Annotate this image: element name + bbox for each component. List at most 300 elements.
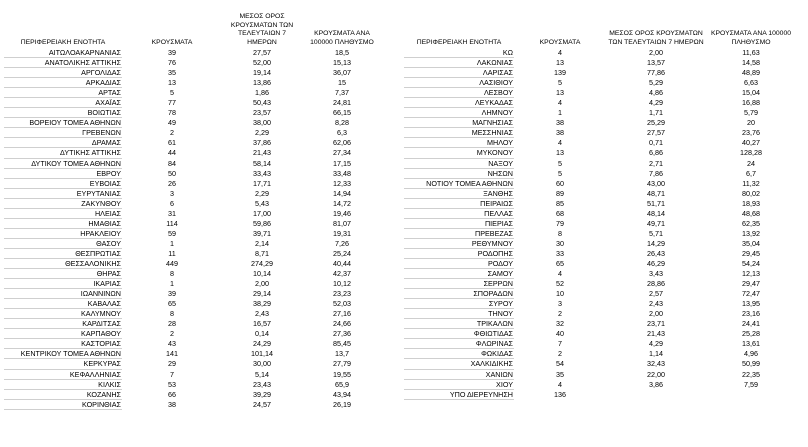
table-row <box>4 208 382 218</box>
cell-per100k: 81,07 <box>333 218 351 228</box>
header-per100k: ΚΡΟΥΣΜΑΤΑ ΑΝΑ 100000 ΠΛΗΘΥΣΜΟ <box>710 30 792 46</box>
cell-per100k: 26,19 <box>333 399 351 409</box>
cell-per100k: 27,36 <box>333 329 351 339</box>
left-cases-table <box>4 13 382 410</box>
cell-area: ΝΑΞΟΥ <box>404 158 514 168</box>
cell-area: ΑΡΚΑΔΙΑΣ <box>4 78 122 88</box>
cell-per100k: 25,28 <box>742 329 760 339</box>
cell-cases: 35 <box>556 369 564 379</box>
cell-per100k: 7,37 <box>335 88 349 98</box>
right-cases-table <box>404 13 796 400</box>
cell-avg7: 46,29 <box>647 258 665 268</box>
cell-cases: 2 <box>558 309 562 319</box>
cell-avg7: 27,57 <box>253 48 271 58</box>
cell-per100k: 15,04 <box>742 88 760 98</box>
table-row <box>404 258 796 268</box>
table-row <box>4 269 382 279</box>
cell-area: ΘΕΣΣΑΛΟΝΙΚΗΣ <box>4 258 122 268</box>
table-row <box>404 218 796 228</box>
cell-area: ΗΛΕΙΑΣ <box>4 208 122 218</box>
cell-per100k: 66,15 <box>333 108 351 118</box>
cell-avg7: 0,71 <box>649 138 663 148</box>
cell-per100k: 15,13 <box>333 58 351 68</box>
cell-cases: 136 <box>554 389 566 399</box>
cell-per100k: 23,23 <box>333 289 351 299</box>
table-row <box>404 379 796 389</box>
cell-per100k: 40,27 <box>742 138 760 148</box>
cell-per100k: 128,28 <box>740 148 762 158</box>
cell-cases: 7 <box>558 339 562 349</box>
table-row <box>4 339 382 349</box>
cell-area: ΚΑΡΔΙΤΣΑΣ <box>4 319 122 329</box>
table-row <box>404 329 796 339</box>
header-avg7: ΜΕΣΟΣ ΟΡΟΣ ΚΡΟΥΣΜΑΤΩΝ ΤΩΝ ΤΕΛΕΥΤΑΙΩΝ 7 ΗΜΕΡΩΝ <box>230 13 294 46</box>
cell-avg7: 6,86 <box>649 148 663 158</box>
cell-area: ΙΚΑΡΙΑΣ <box>4 279 122 289</box>
table-row <box>404 208 796 218</box>
cell-area: ΜΑΓΝΗΣΙΑΣ <box>404 118 514 128</box>
cell-area: ΜΥΚΟΝΟΥ <box>404 148 514 158</box>
cell-avg7: 3,43 <box>649 269 663 279</box>
cell-area: ΤΡΙΚΑΛΩΝ <box>404 319 514 329</box>
cell-avg7: 21,43 <box>647 329 665 339</box>
cell-cases: 5 <box>170 88 174 98</box>
cell-area: ΒΟΙΩΤΙΑΣ <box>4 108 122 118</box>
table-row <box>404 319 796 329</box>
table-row <box>4 138 382 148</box>
cell-area: ΚΩ <box>404 48 514 58</box>
cell-cases: 8 <box>170 309 174 319</box>
table-row <box>404 238 796 248</box>
cell-area: ΗΡΑΚΛΕΙΟΥ <box>4 228 122 238</box>
table-row <box>404 359 796 369</box>
cell-cases: 38 <box>168 399 176 409</box>
table-row <box>4 319 382 329</box>
cell-avg7: 2,57 <box>649 289 663 299</box>
cell-per100k: 14,72 <box>333 198 351 208</box>
cell-area: ΔΥΤΙΚΟΥ ΤΟΜΕΑ ΑΘΗΝΩΝ <box>4 158 122 168</box>
cell-avg7: 8,71 <box>255 248 269 258</box>
cell-avg7: 2,43 <box>255 309 269 319</box>
cell-area: ΘΑΣΟΥ <box>4 238 122 248</box>
cell-per100k: 7,59 <box>744 379 758 389</box>
cell-cases: 33 <box>556 248 564 258</box>
cell-per100k: 23,16 <box>742 309 760 319</box>
cell-avg7: 3,86 <box>649 379 663 389</box>
cell-area: ΡΟΔΟΥ <box>404 258 514 268</box>
cell-avg7: 0,14 <box>255 329 269 339</box>
table-row <box>404 98 796 108</box>
cell-per100k: 40,44 <box>333 258 351 268</box>
cell-per100k: 6,3 <box>337 128 347 138</box>
cell-area: ΔΡΑΜΑΣ <box>4 138 122 148</box>
cell-area: ΓΡΕΒΕΝΩΝ <box>4 128 122 138</box>
cell-cases: 139 <box>554 68 566 78</box>
cell-cases: 39 <box>168 48 176 58</box>
cell-area: ΦΘΙΩΤΙΔΑΣ <box>404 329 514 339</box>
table-row <box>4 148 382 158</box>
table-row <box>4 389 382 399</box>
cell-cases: 141 <box>166 349 178 359</box>
cell-avg7: 23,71 <box>647 319 665 329</box>
cell-area: ΤΗΝΟΥ <box>404 309 514 319</box>
table-row <box>4 78 382 88</box>
cell-per100k: 43,94 <box>333 389 351 399</box>
table-row <box>4 289 382 299</box>
cell-cases: 66 <box>168 389 176 399</box>
cell-cases: 13 <box>556 58 564 68</box>
cell-cases: 30 <box>556 238 564 248</box>
cell-area: ΔΥΤΙΚΗΣ ΑΤΤΙΚΗΣ <box>4 148 122 158</box>
table-row <box>4 248 382 258</box>
cell-area: ΧΑΛΚΙΔΙΚΗΣ <box>404 359 514 369</box>
cell-area: ΚΑΡΠΑΘΟΥ <box>4 329 122 339</box>
table-row <box>4 58 382 68</box>
cell-cases: 2 <box>558 349 562 359</box>
table-row <box>4 238 382 248</box>
cell-cases: 4 <box>558 269 562 279</box>
cell-avg7: 25,29 <box>647 118 665 128</box>
cell-avg7: 30,00 <box>253 359 271 369</box>
table-row <box>4 118 382 128</box>
table-row <box>4 309 382 319</box>
cell-avg7: 2,00 <box>649 48 663 58</box>
cell-cases: 68 <box>556 208 564 218</box>
cell-area: ΑΝΑΤΟΛΙΚΗΣ ΑΤΤΙΚΗΣ <box>4 58 122 68</box>
cell-avg7: 7,86 <box>649 168 663 178</box>
cell-avg7: 49,71 <box>647 218 665 228</box>
cell-per100k: 29,45 <box>742 248 760 258</box>
cell-area: ΠΕΙΡΑΙΩΣ <box>404 198 514 208</box>
table-row <box>404 178 796 188</box>
cell-avg7: 22,00 <box>647 369 665 379</box>
cell-area: ΑΧΑΪΑΣ <box>4 98 122 108</box>
cell-per100k: 14,94 <box>333 188 351 198</box>
table-row <box>404 248 796 258</box>
cell-avg7: 50,43 <box>253 98 271 108</box>
cell-cases: 4 <box>558 48 562 58</box>
cell-per100k: 8,28 <box>335 118 349 128</box>
cell-per100k: 29,47 <box>742 279 760 289</box>
cell-area: ΕΥΡΥΤΑΝΙΑΣ <box>4 188 122 198</box>
cell-avg7: 39,71 <box>253 228 271 238</box>
cell-per100k: 50,99 <box>742 359 760 369</box>
cell-cases: 8 <box>558 228 562 238</box>
cell-area: ΚΑΣΤΟΡΙΑΣ <box>4 339 122 349</box>
table-row <box>404 158 796 168</box>
cell-per100k: 80,02 <box>742 188 760 198</box>
cell-area: ΠΡΕΒΕΖΑΣ <box>404 228 514 238</box>
cell-avg7: 59,86 <box>253 218 271 228</box>
cell-cases: 5 <box>558 158 562 168</box>
table-row <box>404 198 796 208</box>
cell-area: ΧΙΟΥ <box>404 379 514 389</box>
cell-area: ΑΙΤΩΛΟΑΚΑΡΝΑΝΙΑΣ <box>4 48 122 58</box>
cell-avg7 <box>606 389 706 399</box>
cell-area: ΘΗΡΑΣ <box>4 269 122 279</box>
cell-avg7: 10,14 <box>253 269 271 279</box>
table-row <box>404 108 796 118</box>
cell-avg7: 1,71 <box>649 108 663 118</box>
cell-per100k: 15 <box>338 78 346 88</box>
cell-avg7: 33,43 <box>253 168 271 178</box>
cell-per100k: 25,24 <box>333 248 351 258</box>
cell-area: ΛΕΣΒΟΥ <box>404 88 514 98</box>
cell-cases: 49 <box>168 118 176 128</box>
cell-area: ΞΑΝΘΗΣ <box>404 188 514 198</box>
cell-per100k: 27,34 <box>333 148 351 158</box>
table-row <box>4 88 382 98</box>
cell-avg7: 2,71 <box>649 158 663 168</box>
cell-area: ΚΕΡΚΥΡΑΣ <box>4 359 122 369</box>
cell-per100k: 10,12 <box>333 279 351 289</box>
cell-area: ΠΙΕΡΙΑΣ <box>404 218 514 228</box>
cell-per100k: 72,47 <box>742 289 760 299</box>
cell-avg7: 27,57 <box>647 128 665 138</box>
cell-avg7: 26,43 <box>647 248 665 258</box>
cell-avg7: 48,71 <box>647 188 665 198</box>
cell-avg7: 13,57 <box>647 58 665 68</box>
cell-cases: 114 <box>166 218 178 228</box>
cell-per100k: 12,13 <box>742 269 760 279</box>
cell-cases: 89 <box>556 188 564 198</box>
table-row <box>404 299 796 309</box>
cell-area: ΚΟΡΙΝΘΙΑΣ <box>4 399 122 409</box>
cell-avg7: 24,29 <box>253 339 271 349</box>
cell-avg7: 32,43 <box>647 359 665 369</box>
table-row <box>404 88 796 98</box>
cell-area: ΒΟΡΕΙΟΥ ΤΟΜΕΑ ΑΘΗΝΩΝ <box>4 118 122 128</box>
table-row <box>404 148 796 158</box>
cell-cases: 26 <box>168 178 176 188</box>
cell-avg7: 2,43 <box>649 299 663 309</box>
cell-avg7: 43,00 <box>647 178 665 188</box>
cell-per100k: 85,45 <box>333 339 351 349</box>
table-row <box>404 58 796 68</box>
cell-cases: 52 <box>556 279 564 289</box>
cell-area: ΛΕΥΚΑΔΑΣ <box>404 98 514 108</box>
cell-per100k: 24,41 <box>742 319 760 329</box>
cell-cases: 59 <box>168 228 176 238</box>
cell-per100k: 6,63 <box>744 78 758 88</box>
header-avg7: ΜΕΣΟΣ ΟΡΟΣ ΚΡΟΥΣΜΑΤΩΝ ΤΩΝ ΤΕΛΕΥΤΑΙΩΝ 7 ΗΜΕΡΩΝ <box>608 30 704 46</box>
cell-area: ΛΑΚΩΝΙΑΣ <box>404 58 514 68</box>
cell-area: ΕΒΡΟΥ <box>4 168 122 178</box>
table-row <box>4 128 382 138</box>
cell-cases: 61 <box>168 138 176 148</box>
cell-cases: 8 <box>170 269 174 279</box>
cell-area: ΚΕΦΑΛΛΗΝΙΑΣ <box>4 369 122 379</box>
table-row <box>404 279 796 289</box>
cell-per100k: 16,88 <box>742 98 760 108</box>
cell-per100k <box>706 389 796 399</box>
cell-avg7: 2,29 <box>255 128 269 138</box>
cell-per100k: 48,68 <box>742 208 760 218</box>
table-row <box>404 168 796 178</box>
cell-area: ΚΑΛΥΜΝΟΥ <box>4 309 122 319</box>
table-row <box>4 399 382 409</box>
table-row <box>4 379 382 389</box>
cell-cases: 65 <box>556 258 564 268</box>
header-cases: ΚΡΟΥΣΜΑΤΑ <box>151 38 193 46</box>
cell-per100k: 11,32 <box>742 178 760 188</box>
cell-avg7: 5,14 <box>255 369 269 379</box>
cell-area: ΣΠΟΡΑΔΩΝ <box>404 289 514 299</box>
cell-area: ΝΗΣΩΝ <box>404 168 514 178</box>
cell-area: ΛΑΡΙΣΑΣ <box>404 68 514 78</box>
cell-cases: 4 <box>558 98 562 108</box>
table-row <box>4 198 382 208</box>
cell-cases: 79 <box>556 218 564 228</box>
cell-per100k: 11,63 <box>742 48 760 58</box>
cell-cases: 4 <box>558 379 562 389</box>
table-row <box>404 118 796 128</box>
cell-avg7: 24,57 <box>253 399 271 409</box>
cell-area: ΑΡΓΟΛΙΔΑΣ <box>4 68 122 78</box>
table-row <box>4 369 382 379</box>
cell-per100k: 24,81 <box>333 98 351 108</box>
cell-avg7: 52,00 <box>253 58 271 68</box>
cell-avg7: 23,43 <box>253 379 271 389</box>
cell-avg7: 2,29 <box>255 188 269 198</box>
cell-cases: 35 <box>168 68 176 78</box>
cell-cases: 76 <box>168 58 176 68</box>
table-row <box>404 309 796 319</box>
cell-avg7: 38,00 <box>253 118 271 128</box>
cell-area: ΚΙΛΚΙΣ <box>4 379 122 389</box>
cell-avg7: 16,57 <box>253 319 271 329</box>
cell-avg7: 13,86 <box>253 78 271 88</box>
cell-avg7: 5,43 <box>255 198 269 208</box>
cell-cases: 29 <box>168 359 176 369</box>
cell-per100k: 52,03 <box>333 299 351 309</box>
cell-cases: 1 <box>170 279 174 289</box>
cell-cases: 10 <box>556 289 564 299</box>
cell-per100k: 48,89 <box>742 68 760 78</box>
cell-per100k: 23,76 <box>742 128 760 138</box>
table-row <box>4 218 382 228</box>
table-row <box>404 289 796 299</box>
cell-per100k: 12,33 <box>333 178 351 188</box>
cell-cases: 28 <box>168 319 176 329</box>
cell-per100k: 42,37 <box>333 269 351 279</box>
cell-cases: 77 <box>168 98 176 108</box>
cell-cases: 4 <box>558 138 562 148</box>
cell-per100k: 19,31 <box>333 228 351 238</box>
cell-per100k: 13,95 <box>742 299 760 309</box>
cell-per100k: 18,93 <box>742 198 760 208</box>
cell-per100k: 13,61 <box>742 339 760 349</box>
left-table-body <box>4 48 382 409</box>
table-row <box>404 138 796 148</box>
cell-avg7: 2,00 <box>649 309 663 319</box>
table-row <box>4 228 382 238</box>
cell-cases: 449 <box>166 258 178 268</box>
cell-cases: 60 <box>556 178 564 188</box>
cell-cases: 2 <box>170 128 174 138</box>
cell-per100k: 22,35 <box>742 369 760 379</box>
table-row <box>4 299 382 309</box>
cell-area: ΛΑΣΙΘΙΟΥ <box>404 78 514 88</box>
cell-area: ΛΗΜΝΟΥ <box>404 108 514 118</box>
cell-per100k: 19,55 <box>333 369 351 379</box>
cell-avg7: 2,14 <box>255 238 269 248</box>
cell-avg7: 5,71 <box>649 228 663 238</box>
cell-avg7: 39,29 <box>253 389 271 399</box>
cell-area: ΣΥΡΟΥ <box>404 299 514 309</box>
cell-avg7: 1,14 <box>649 349 663 359</box>
cell-cases: 53 <box>168 379 176 389</box>
cell-per100k: 13,7 <box>335 349 349 359</box>
left-header-row <box>4 13 382 48</box>
cell-cases: 13 <box>168 78 176 88</box>
cell-avg7: 28,86 <box>647 279 665 289</box>
cell-per100k: 4,96 <box>744 349 758 359</box>
cell-cases: 11 <box>168 248 176 258</box>
cell-cases: 40 <box>556 329 564 339</box>
cell-per100k: 35,04 <box>742 238 760 248</box>
table-row <box>4 178 382 188</box>
cell-area: ΚΑΒΑΛΑΣ <box>4 299 122 309</box>
header-per100k: ΚΡΟΥΣΜΑΤΑ ΑΝΑ 100000 ΠΛΗΘΥΣΜΟ <box>310 30 374 46</box>
right-header-row <box>404 13 796 48</box>
cell-per100k: 14,58 <box>742 58 760 68</box>
cell-area: ΝΟΤΙΟΥ ΤΟΜΕΑ ΑΘΗΝΩΝ <box>404 178 514 188</box>
cell-per100k: 24,66 <box>333 319 351 329</box>
cell-per100k: 5,79 <box>744 108 758 118</box>
cell-cases: 38 <box>556 118 564 128</box>
right-table-body <box>404 48 796 399</box>
table-row <box>4 329 382 339</box>
cell-per100k: 62,35 <box>742 218 760 228</box>
cell-cases: 38 <box>556 128 564 138</box>
cell-area: ΣΑΜΟΥ <box>404 269 514 279</box>
table-row <box>4 108 382 118</box>
cell-avg7: 274,29 <box>251 258 273 268</box>
table-row <box>4 158 382 168</box>
table-row <box>404 78 796 88</box>
cell-area: ΦΛΩΡΙΝΑΣ <box>404 339 514 349</box>
cell-area: ΜΕΣΣΗΝΙΑΣ <box>404 128 514 138</box>
cell-per100k: 36,07 <box>333 68 351 78</box>
cell-cases: 31 <box>168 208 176 218</box>
cell-cases: 32 <box>556 319 564 329</box>
table-row <box>4 48 382 58</box>
cell-per100k: 19,46 <box>333 208 351 218</box>
table-row <box>404 269 796 279</box>
cell-per100k: 62,06 <box>333 138 351 148</box>
cell-cases: 5 <box>558 168 562 178</box>
cell-per100k: 54,24 <box>742 258 760 268</box>
cell-cases: 78 <box>168 108 176 118</box>
cell-area: ΣΕΡΡΩΝ <box>404 279 514 289</box>
cell-cases: 1 <box>170 238 174 248</box>
table-row <box>4 188 382 198</box>
cell-avg7: 17,00 <box>253 208 271 218</box>
table-row <box>404 389 796 399</box>
cell-avg7: 4,29 <box>649 339 663 349</box>
cell-area: ΠΕΛΛΑΣ <box>404 208 514 218</box>
cell-area: ΜΗΛΟΥ <box>404 138 514 148</box>
cell-cases: 50 <box>168 168 176 178</box>
cell-avg7: 4,86 <box>649 88 663 98</box>
cell-per100k: 18,5 <box>335 48 349 58</box>
cell-avg7: 21,43 <box>253 148 271 158</box>
cell-avg7: 19,14 <box>253 68 271 78</box>
table-row <box>4 359 382 369</box>
cell-per100k: 13,92 <box>742 228 760 238</box>
table-row <box>4 258 382 268</box>
